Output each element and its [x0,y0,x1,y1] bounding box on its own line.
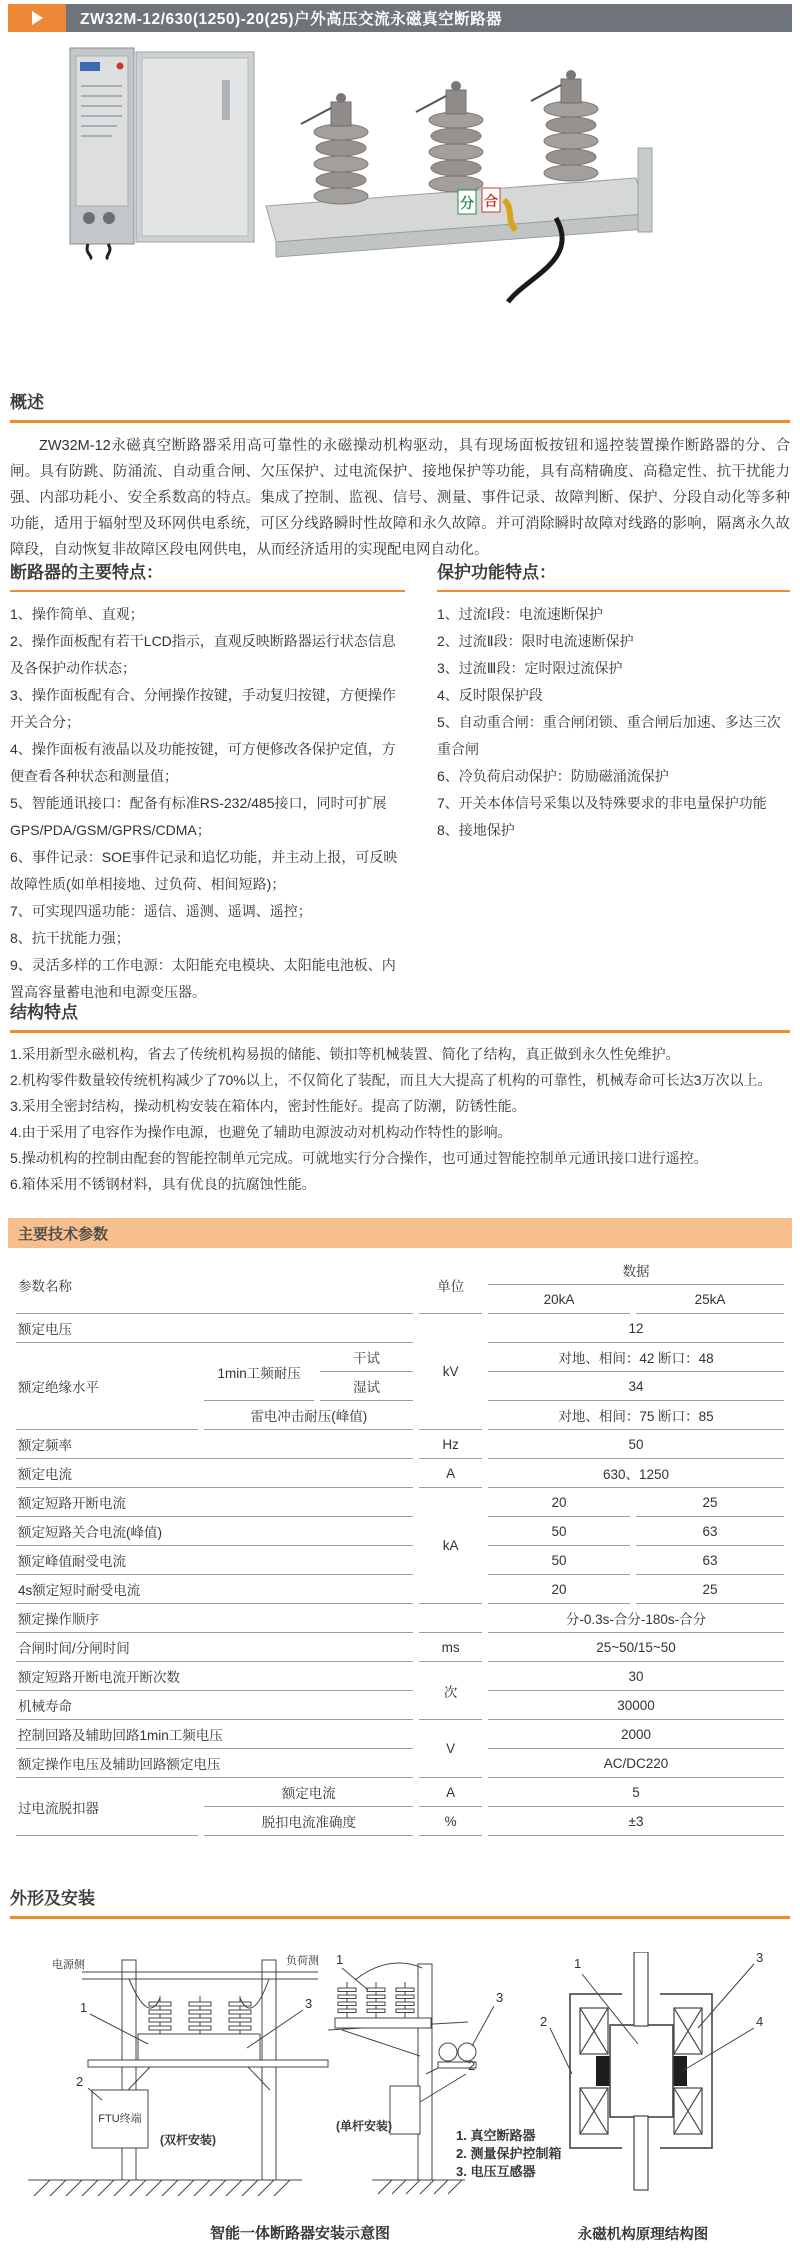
callout-number: 2 [468,2058,476,2073]
product-photo-control-cabinet [62,40,262,260]
param-name: 额定操作顺序 [16,1604,413,1633]
col-data: 数据 [488,1256,784,1285]
table-row [16,1430,784,1459]
section-breaker-features [10,562,405,1006]
breaker-features-heading: 断路器的主要特点： [10,563,163,582]
param-unit: % [419,1807,482,1836]
param-name: 额定电压 [16,1314,413,1343]
protection-features-heading: 保护功能特点： [437,563,556,582]
list-item: 6、冷负荷启动保护：防励磁涌流保护 [437,768,669,784]
parameters-heading: 主要技术参数 [18,1225,109,1243]
col-20ka: 20kA [488,1285,630,1314]
double-pole-label: (双杆安装) [160,2133,216,2147]
list-item: 3、操作面板配有合、分闸操作按键，手动复归按键，方便操作开关合分； [10,687,396,730]
col-25ka: 25kA [636,1285,784,1314]
param-sub: 脱扣电流准确度 [204,1807,413,1836]
param-unit: V [419,1720,482,1778]
param-value: 5 [488,1778,784,1807]
installation-diagrams [10,1952,790,2214]
param-sub: 额定电流 [204,1778,413,1807]
structure-heading: 结构特点 [10,1003,78,1022]
caption-mechanism-diagram: 永磁机构原理结构图 [577,2227,709,2243]
table-row [16,1749,784,1778]
param-value-20ka: 50 [488,1546,630,1575]
col-param: 参数名称 [16,1256,413,1314]
list-item: 4、操作面板有液晶以及功能按键，可方便修改各保护定值，方便查看各种状态和测量值； [10,741,396,784]
insulator-stack [531,70,598,181]
param-value-25ka: 25 [636,1575,784,1604]
list-item: 2、过流Ⅱ段：限时电流速断保护 [437,633,634,649]
list-item: 4、反时限保护段 [437,687,543,703]
list-item: 8、抗干扰能力强； [10,930,130,946]
table-row [16,1314,784,1343]
mechanism-diagram [550,1952,754,2190]
param-value: AC/DC220 [488,1749,784,1778]
param-name: 额定短路开断电流开断次数 [16,1662,413,1691]
section-rule [10,1030,790,1033]
table-row [16,1778,784,1807]
param-name: 额定短路关合电流(峰值) [16,1517,413,1546]
param-name: 额定操作电压及辅助回路额定电压 [16,1749,413,1778]
parameters-table [10,1256,790,1836]
param-unit: 次 [419,1662,482,1720]
param-unit: kV [419,1314,482,1430]
power-side-label: 电源侧 [52,1959,85,1971]
param-name: 额定峰值耐受电流 [16,1546,413,1575]
table-row [16,1662,784,1691]
param-value: 50 [488,1430,784,1459]
param-name: 4s额定短时耐受电流 [16,1575,413,1604]
param-value: 34 [488,1372,784,1401]
callout-number: 2 [540,2014,548,2029]
section-overview [10,392,790,563]
param-value: ±3 [488,1807,784,1836]
list-item: 3.采用全密封结构，操动机构安装在箱体内，密封性能好。提高了防潮，防锈性能。 [10,1098,526,1114]
list-item: 7、开关本体信号采集以及特殊要求的非电量保护功能 [437,795,767,811]
table-row [16,1459,784,1488]
param-value: 12 [488,1314,784,1343]
list-item: 6.箱体采用不锈钢材料，具有优良的抗腐蚀性能。 [10,1176,316,1192]
arrow-icon [8,4,66,32]
section-rule [10,590,405,592]
param-value: 对地、相间：42 断口：48 [488,1343,784,1372]
overview-body: ZW32M-12永磁真空断路器采用高可靠性的永磁操动机构驱动，具有现场面板按钮和遥控装置操作断路器的分、合闸。具有防跳、防涌流、自动重合闸、欠压保护、过电流保护、接地保护等功能，具有高精确度、高稳定性、抗干扰能力强、内部功耗小、安全系数高的特点。集成了控制、监视、信号、测量、事件记录、故障判断、保护、分段自动化等多种功能，适用于辐射型及环网供电系统，可区分线路瞬时性故障和永久故障。并可消除瞬时故障对线路的影响，隔离永久故障段，自动恢复非故障区段电网供电，从而经济适用的实现配电网自动化。 [10,438,790,558]
list-item: 1.采用新型永磁机构，省去了传统机构易损的储能、锁扣等机械装置、简化了结构，真正做到永久性免维护。 [10,1046,680,1062]
param-name: 机械寿命 [16,1691,413,1720]
param-value-25ka: 63 [636,1517,784,1546]
table-row [16,1633,784,1662]
list-item: 1、过流Ⅰ段：电流速断保护 [437,606,603,622]
param-unit: kA [419,1488,482,1604]
section-rule [437,590,790,592]
param-name: 控制回路及辅助回路1min工频电压 [16,1720,413,1749]
param-leaf: 干试 [320,1343,413,1372]
param-unit: ms [419,1633,482,1662]
param-unit: A [419,1459,482,1488]
table-row [16,1691,784,1720]
param-name: 雷电冲击耐压(峰值) [204,1401,413,1430]
legend-item: 2. 测量保护控制箱 [456,2146,562,2161]
callout-number: 3 [756,1952,764,1965]
param-leaf: 湿试 [320,1372,413,1401]
param-unit [419,1604,482,1633]
list-item: 8、接地保护 [437,822,515,838]
list-item: 5、智能通讯接口：配备有标准RS-232/485接口，同时可扩展GPS/PDA/GSM/GPRS/CDMA； [10,795,387,838]
callout-number: 1 [574,1956,582,1971]
list-item: 7、可实现四遥功能：遥信、遥测、遥调、遥控； [10,903,312,919]
single-pole-label: (单杆安装) [336,2119,392,2133]
list-item: 3、过流Ⅲ段：定时限过流保护 [437,660,623,676]
param-value: 630、1250 [488,1459,784,1488]
param-value: 2000 [488,1720,784,1749]
overview-heading: 概述 [10,393,44,412]
list-item: 5.操动机构的控制由配套的智能控制单元完成。可就地实行分合操作，也可通过智能控制单元通讯接口进行遥控。 [10,1150,708,1166]
param-value-20ka: 50 [488,1517,630,1546]
param-value-20ka: 20 [488,1488,630,1517]
param-group: 额定绝缘水平 [16,1343,198,1430]
callout-number: 3 [305,1996,313,2011]
list-item: 2、操作面板配有若干LCD指示，直观反映断路器运行状态信息及各保护动作状态； [10,633,396,676]
callout-number: 4 [756,2014,764,2029]
param-name: 额定电流 [16,1459,413,1488]
param-value: 分-0.3s-合分-180s-合分 [488,1604,784,1633]
page-title: ZW32M-12/630(1250)-20(25)户外高压交流永磁真空断路器 [80,11,503,28]
product-photo-breaker [246,28,670,308]
caption-installation-diagram: 智能一体断路器安装示意图 [209,2225,390,2242]
param-unit: Hz [419,1430,482,1459]
param-name: 额定频率 [16,1430,413,1459]
param-unit: A [419,1778,482,1807]
list-item: 6、事件记录：SOE事件记录和追忆功能，并主动上报，可反映故障性质(如单相接地、过负荷、相间短路)； [10,849,398,892]
table-row [16,1517,784,1546]
callout-number: 3 [496,1990,504,2005]
legend-item: 1. 真空断路器 [456,2128,536,2143]
placard-close-sign: 合 [484,193,498,209]
list-item: 4.由于采用了电容作为操作电源，也避免了辅助电源波动对机构动作特性的影响。 [10,1124,512,1140]
parameters-heading-bar [8,1218,792,1248]
install-heading: 外形及安装 [10,1889,95,1908]
legend-item: 3. 电压互感器 [456,2164,536,2179]
param-value: 30 [488,1662,784,1691]
table-row [16,1343,784,1372]
callout-number: 1 [336,1952,344,1967]
table-row [16,1604,784,1633]
callout-number: 2 [76,2074,84,2089]
section-protection-features [437,562,790,1006]
col-unit: 单位 [419,1256,482,1314]
features-columns [10,562,790,1006]
list-item: 5、自动重合闸：重合闸闭锁、重合闸后加速、多达三次重合闸 [437,714,781,757]
table-header-row [16,1256,784,1285]
load-side-label: 负荷测 [286,1955,319,1967]
callout-number: 1 [80,2000,88,2015]
param-value-25ka: 63 [636,1546,784,1575]
param-sub: 1min工频耐压 [204,1343,313,1401]
insulator-stack [416,81,483,192]
section-rule [10,1916,790,1919]
param-value: 25~50/15~50 [488,1633,784,1662]
insulator-stack [301,93,368,204]
list-item: 2.机构零件数量较传统机构减少了70%以上，不仅简化了装配，而且大大提高了机构的可靠性，机械寿命可长达3万次以上。 [10,1072,772,1088]
param-value: 对地、相间：75 断口：85 [488,1401,784,1430]
param-value-20ka: 20 [488,1575,630,1604]
ftu-box-label: FTU终端 [98,2113,142,2125]
param-value: 30000 [488,1691,784,1720]
table-row [16,1575,784,1604]
section-structure [10,1002,790,1197]
section-rule [10,420,790,423]
placard-open-sign: 分 [460,195,474,211]
list-item: 9、灵活多样的工作电源：太阳能充电模块、太阳能电池板、内置高容量蓄电池和电源变压器。 [10,957,396,1000]
section-install [10,1888,790,1919]
table-row [16,1720,784,1749]
param-value-25ka: 25 [636,1488,784,1517]
param-name: 合闸时间/分闸时间 [16,1633,413,1662]
table-row [16,1546,784,1575]
param-name: 额定短路开断电流 [16,1488,413,1517]
double-pole-diagram [28,1960,328,2196]
param-group: 过电流脱扣器 [16,1778,198,1836]
table-row [16,1488,784,1517]
list-item: 1、操作简单、直观； [10,606,144,622]
